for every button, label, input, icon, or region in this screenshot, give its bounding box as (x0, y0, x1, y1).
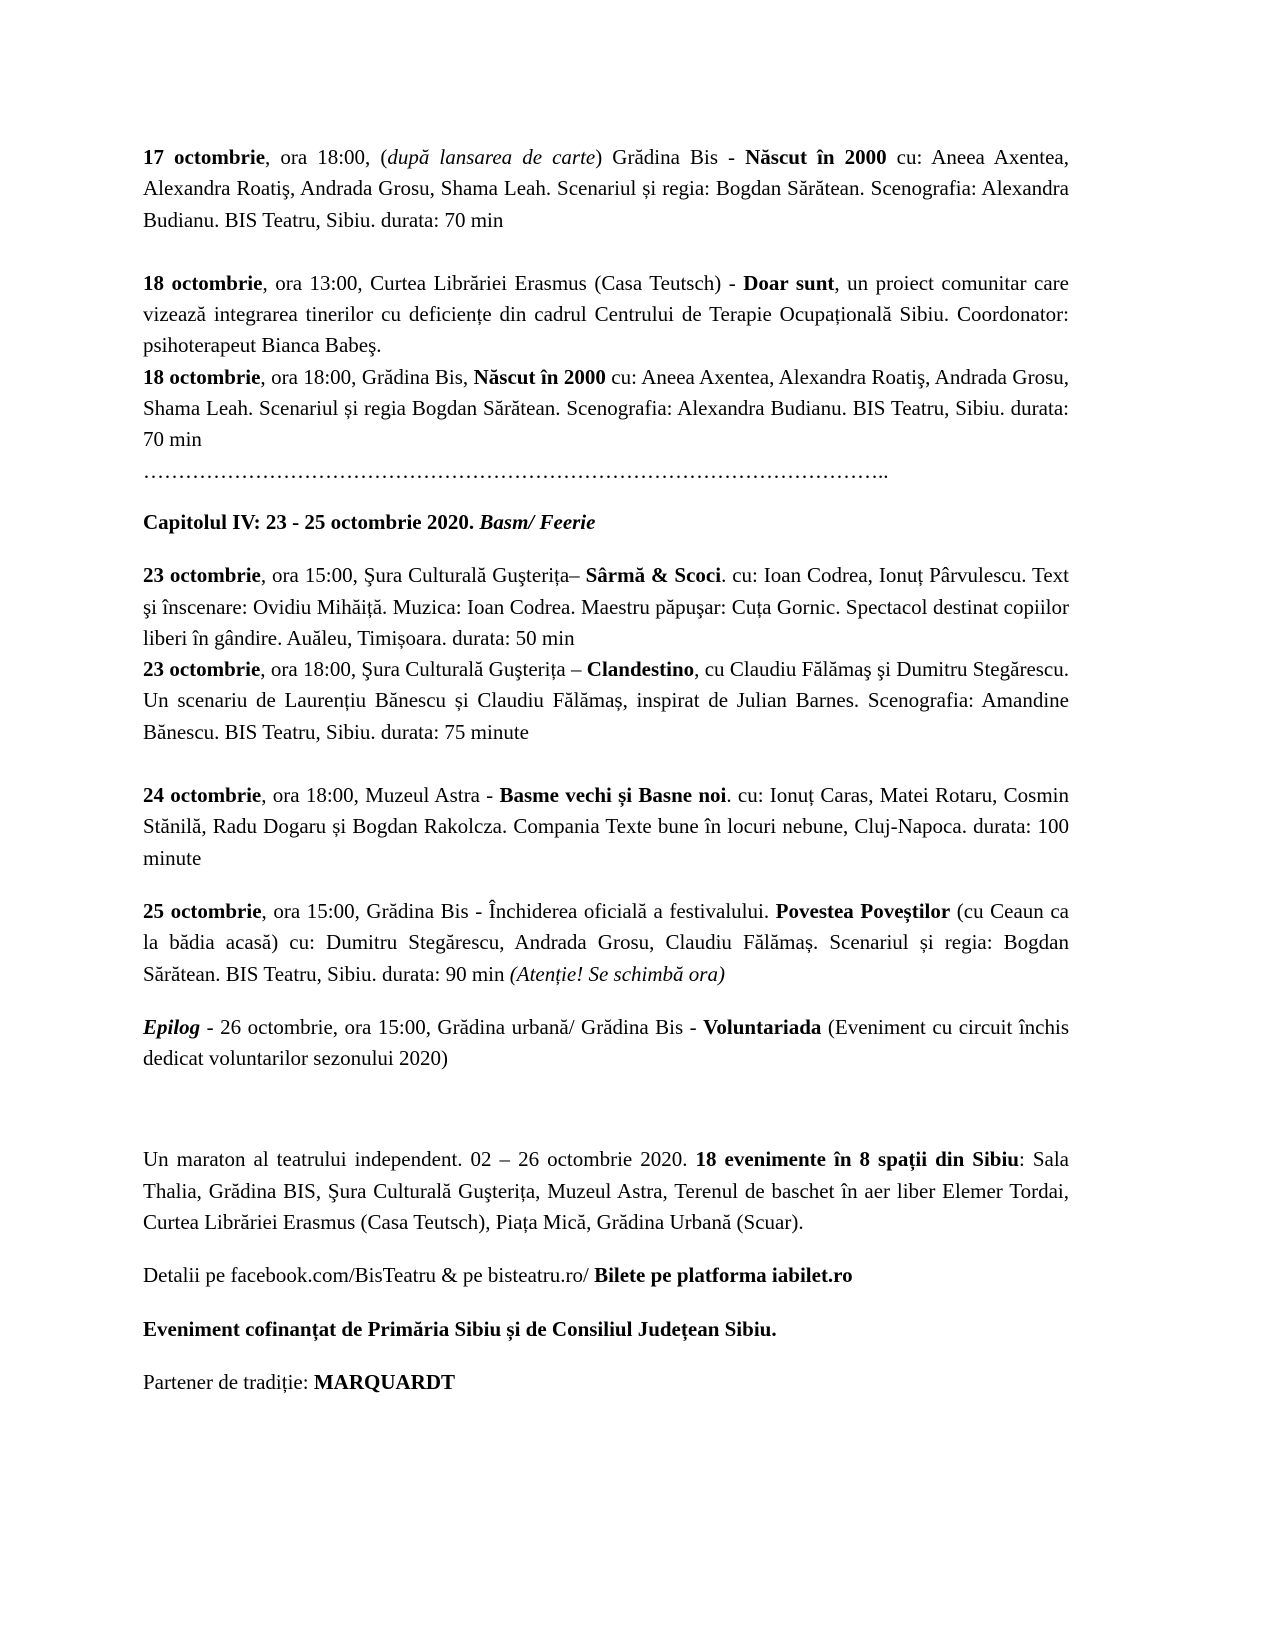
event-date: 23 octombrie (143, 657, 261, 682)
chapter-heading: Capitolul IV: 23 - 25 octombrie 2020. Basm/ Feerie (143, 509, 596, 534)
document-page (143, 142, 1069, 1398)
partner-line: Partener de tradiție: MARQUARDT (143, 1369, 455, 1394)
event-title: Născut în 2000 (745, 145, 887, 169)
epilog: Epilog - 26 octombrie, ora 15:00, Grădina urbană/ Grădina Bis - Voluntariada (Eveniment cu circuit închis dedicat voluntarilor sezonului 2020) (143, 1014, 1069, 1071)
funding-line: Eveniment cofinanțat de Primăria Sibiu și de Consiliul Județean Sibiu. (143, 1316, 777, 1341)
event-23-oct-sarma: 23 octombrie, ora 15:00, Şura Culturală Guşterița– Sârmă & Scoci. cu: Ioan Codrea, Ionuț Pârvulescu. Text şi înscenare: Ovidiu Mihăiță. Muzica: Ioan Codrea. Maestru păpuşar: Cuța Gornic. Spectacol destinat copiilor liberi în gândire. Auăleu, Timișoara. durata: 50 min (143, 563, 1070, 650)
partner-name: MARQUARDT (313, 1369, 455, 1394)
event-note: după lansarea de carte (387, 145, 596, 169)
event-title: Născut în 2000 (473, 364, 606, 389)
event-date: 17 octombrie (143, 145, 266, 169)
event-date: 18 octombrie (143, 364, 261, 389)
event-title: Doar sunt (743, 270, 835, 295)
event-date: 24 octombrie (143, 783, 262, 808)
event-title: Basme vechi și Basne noi (499, 783, 727, 808)
event-25-oct: 25 octombrie, ora 15:00, Grădina Bis - Închiderea oficială a festivalului. Povestea Poveștilor (cu Ceaun ca la bădia acasă) cu: Dumitru Stegărescu, Andrada Grosu, Claudiu Fălămaș. Scenariul și regia: Bogdan Sărătean. BIS Teatru, Sibiu. durata: 90 min (Atenție! Se schimbă ora) (143, 898, 1070, 986)
event-date: 18 octombrie (143, 270, 263, 295)
epilog-label: Epilog (143, 1014, 201, 1039)
event-note: (Atenție! Se schimbă ora) (509, 961, 725, 986)
epilog-title: Voluntariada (703, 1014, 822, 1039)
event-24-oct: 24 octombrie, ora 18:00, Muzeul Astra - Basme vechi și Basne noi. cu: Ionuț Caras, Matei Rotaru, Cosmin Stănilă, Radu Dogaru și Bogdan Rakolcza. Compania Texte bune în locuri nebune, Cluj-Napoca. durata: 100 minute (143, 783, 1069, 870)
event-17-oct: 17 octombrie, ora 18:00, (după lansarea de carte) Grădina Bis - Născut în 2000 cu: Aneea Axentea, Alexandra Roatiş, Andrada Grosu, Shama Leah. Scenariul și regia: Bogdan Sărătean. Scenografia: Alexandra Budianu. BIS Teatru, Sibiu. durata: 70 min (143, 145, 1069, 232)
festival-summary: Un maraton al teatrului independent. 02 – 26 octombrie 2020. 18 evenimente în 8 spații din Sibiu: Sala Thalia, Grădina BIS, Şura Culturală Guşterița, Muzeul Astra, Terenul de baschet în aer liber Elemer Tordai, Curtea Librăriei Erasmus (Casa Teutsch), Piața Mică, Grădina Urbană (Scuar). (143, 1147, 1070, 1235)
event-date: 25 octombrie (143, 898, 262, 923)
event-title: Sârmă & Scoci (585, 563, 722, 588)
event-18-oct-doar-sunt: 18 octombrie, ora 13:00, Curtea Librăriei Erasmus (Casa Teutsch) - Doar sunt, un proiect comunitar care vizează integrarea tinerilor cu deficiențe din cadrul Centrului de Terapie Ocupațională Sibiu. Coordonator: psihoterapeut Bianca Babeş. (143, 270, 1069, 358)
event-date: 23 octombrie (143, 563, 261, 588)
summary-highlight: 18 evenimente în 8 spații din Sibiu (695, 1147, 1019, 1172)
chapter-theme: Basm/ Feerie (479, 509, 596, 534)
event-18-oct-nascut: 18 octombrie, ora 18:00, Grădina Bis, Născut în 2000 cu: Aneea Axentea, Alexandra Roatiş, Andrada Grosu, Shama Leah. Scenariul și regia Bogdan Sărătean. Scenografia: Alexandra Budianu. BIS Teatru, Sibiu. durata: 70 min (143, 364, 1069, 452)
event-23-oct-clandestino: 23 octombrie, ora 18:00, Şura Culturală Guşterița – Clandestino, cu Claudiu Fălămaş şi Dumitru Stegărescu. Un scenariu de Laurențiu Bănescu și Claudiu Fălămaș, inspirat de Julian Barnes. Scenografia: Amandine Bănescu. BIS Teatru, Sibiu. durata: 75 minute (143, 657, 1070, 744)
details-line: Detalii pe facebook.com/BisTeatru & pe bisteatru.ro/ Bilete pe platforma iabilet.ro (143, 1263, 853, 1288)
dotted-separator: …………………………………………………………………………………………….. (143, 458, 889, 483)
tickets-info: Bilete pe platforma iabilet.ro (594, 1263, 853, 1288)
event-title: Clandestino (586, 657, 695, 682)
event-title: Povestea Poveștilor (775, 898, 951, 923)
